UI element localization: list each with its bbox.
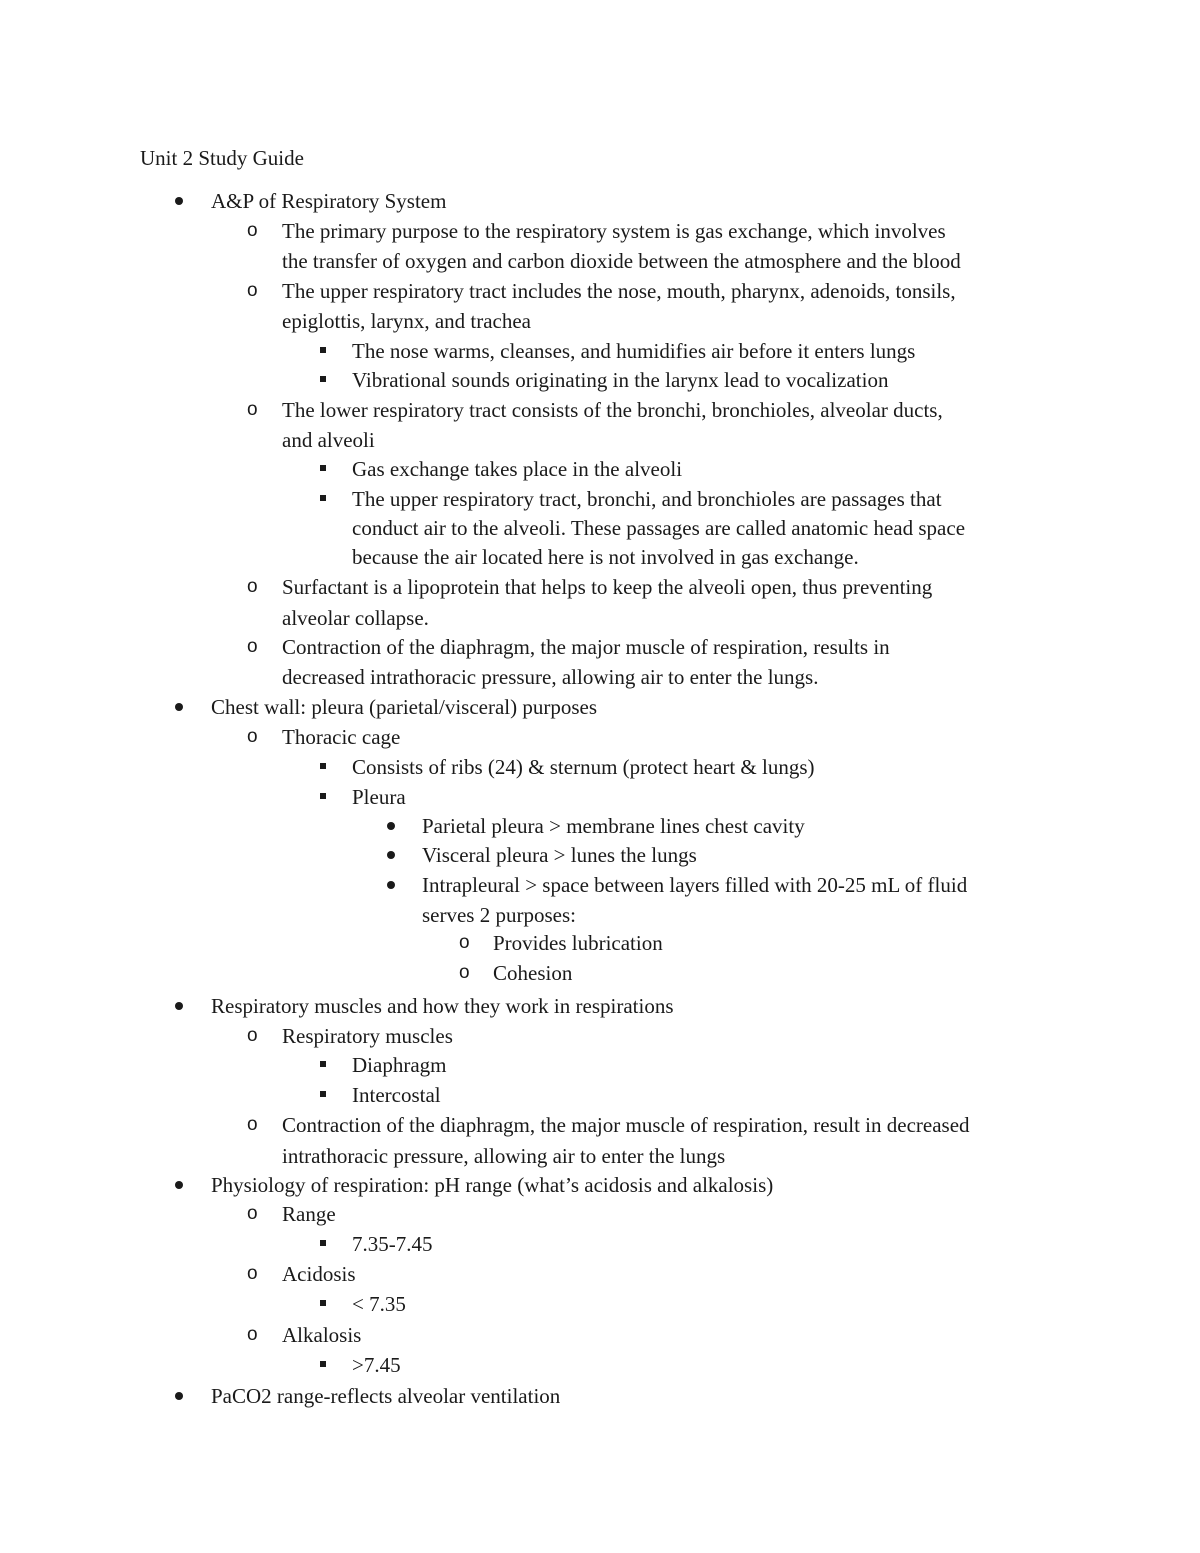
outline-line: Gas exchange takes place in the alveoli bbox=[352, 457, 683, 481]
outline-line: Contraction of the diaphragm, the major muscle of respiration, results in bbox=[282, 635, 890, 659]
outline-line: Parietal pleura > membrane lines chest cavity bbox=[422, 814, 805, 838]
outline-line: A&P of Respiratory System bbox=[211, 189, 447, 213]
circle-bullet-icon: o bbox=[247, 1025, 258, 1046]
outline-line: Cohesion bbox=[493, 961, 573, 985]
outline-line: The upper respiratory tract includes the nose, mouth, pharynx, adenoids, tonsils, bbox=[282, 279, 956, 303]
square-bullet-icon bbox=[320, 376, 326, 382]
square-bullet-icon bbox=[320, 347, 326, 353]
outline-line: >7.45 bbox=[352, 1353, 401, 1377]
outline-line: epiglottis, larynx, and trachea bbox=[282, 309, 531, 333]
outline-line: decreased intrathoracic pressure, allowing air to enter the lungs. bbox=[282, 665, 819, 689]
outline-line: The upper respiratory tract, bronchi, and bronchioles are passages that bbox=[352, 487, 942, 511]
bullet-icon bbox=[175, 1181, 183, 1189]
outline-line: Range bbox=[282, 1202, 336, 1226]
circle-bullet-icon: o bbox=[459, 932, 470, 953]
outline-line: < 7.35 bbox=[352, 1292, 406, 1316]
outline-line: Physiology of respiration: pH range (what’s acidosis and alkalosis) bbox=[211, 1173, 774, 1197]
square-bullet-icon bbox=[320, 1240, 326, 1246]
outline-line: because the air located here is not involved in gas exchange. bbox=[352, 545, 859, 569]
bullet-icon bbox=[387, 881, 395, 889]
outline-line: Vibrational sounds originating in the larynx lead to vocalization bbox=[352, 368, 889, 392]
bullet-icon bbox=[175, 703, 183, 711]
circle-bullet-icon: o bbox=[247, 576, 258, 597]
outline-line: The lower respiratory tract consists of the bronchi, bronchioles, alveolar ducts, bbox=[282, 398, 943, 422]
outline-line: The primary purpose to the respiratory system is gas exchange, which involves bbox=[282, 219, 946, 243]
circle-bullet-icon: o bbox=[459, 962, 470, 983]
square-bullet-icon bbox=[320, 1361, 326, 1367]
square-bullet-icon bbox=[320, 495, 326, 501]
circle-bullet-icon: o bbox=[247, 280, 258, 301]
square-bullet-icon bbox=[320, 1300, 326, 1306]
bullet-icon bbox=[175, 1392, 183, 1400]
circle-bullet-icon: o bbox=[247, 1324, 258, 1345]
circle-bullet-icon: o bbox=[247, 1114, 258, 1135]
outline-line: Pleura bbox=[352, 785, 406, 809]
outline-line: alveolar collapse. bbox=[282, 606, 429, 630]
outline-line: conduct air to the alveoli. These passages are called anatomic head space bbox=[352, 516, 966, 540]
outline-line: and alveoli bbox=[282, 428, 375, 452]
circle-bullet-icon: o bbox=[247, 636, 258, 657]
outline-line: Respiratory muscles and how they work in respirations bbox=[211, 994, 674, 1018]
outline-line: Consists of ribs (24) & sternum (protect heart & lungs) bbox=[352, 755, 815, 779]
outline-line: Acidosis bbox=[282, 1262, 356, 1286]
outline-line: Visceral pleura > lunes the lungs bbox=[422, 843, 697, 867]
circle-bullet-icon: o bbox=[247, 399, 258, 420]
circle-bullet-icon: o bbox=[247, 1203, 258, 1224]
outline-line: Intrapleural > space between layers filled with 20-25 mL of fluid bbox=[422, 873, 968, 897]
outline-line: Chest wall: pleura (parietal/visceral) purposes bbox=[211, 695, 598, 719]
bullet-icon bbox=[175, 1002, 183, 1010]
circle-bullet-icon: o bbox=[247, 220, 258, 241]
outline-line: Contraction of the diaphragm, the major muscle of respiration, result in decreased bbox=[282, 1113, 970, 1137]
square-bullet-icon bbox=[320, 793, 326, 799]
outline-line: Alkalosis bbox=[282, 1323, 362, 1347]
outline-line: PaCO2 range-reflects alveolar ventilation bbox=[211, 1384, 561, 1408]
bullet-icon bbox=[175, 197, 183, 205]
circle-bullet-icon: o bbox=[247, 1263, 258, 1284]
outline-line: Intercostal bbox=[352, 1083, 441, 1107]
square-bullet-icon bbox=[320, 1091, 326, 1097]
outline-line: the transfer of oxygen and carbon dioxide between the atmosphere and the blood bbox=[282, 249, 961, 273]
outline-line: Diaphragm bbox=[352, 1053, 447, 1077]
outline-line: 7.35-7.45 bbox=[352, 1232, 433, 1256]
square-bullet-icon bbox=[320, 465, 326, 471]
outline-line: Thoracic cage bbox=[282, 725, 401, 749]
outline-line: Provides lubrication bbox=[493, 931, 663, 955]
square-bullet-icon bbox=[320, 763, 326, 769]
outline-line: Respiratory muscles bbox=[282, 1024, 453, 1048]
bullet-icon bbox=[387, 851, 395, 859]
square-bullet-icon bbox=[320, 1061, 326, 1067]
outline-line: intrathoracic pressure, allowing air to enter the lungs bbox=[282, 1144, 726, 1168]
document-title: Unit 2 Study Guide bbox=[140, 146, 304, 170]
outline-line: Surfactant is a lipoprotein that helps to keep the alveoli open, thus preventing bbox=[282, 575, 933, 599]
outline-line: The nose warms, cleanses, and humidifies air before it enters lungs bbox=[352, 339, 916, 363]
outline-line: serves 2 purposes: bbox=[422, 903, 576, 927]
circle-bullet-icon: o bbox=[247, 726, 258, 747]
bullet-icon bbox=[387, 822, 395, 830]
